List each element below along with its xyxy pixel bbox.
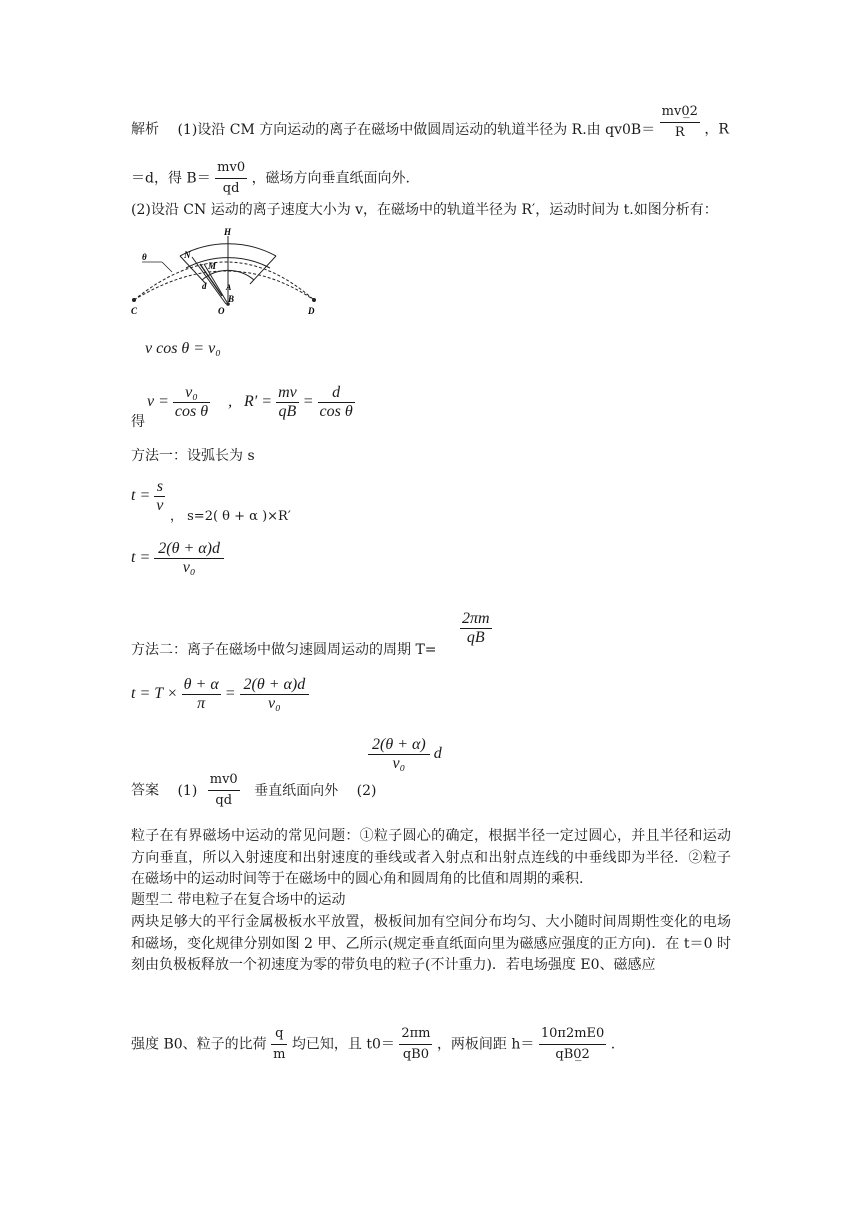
- method-one-label: 方法一：设弧长为 s: [131, 448, 255, 464]
- arc-length-formula: ， s=2( θ + α )×R′: [170, 509, 291, 524]
- eq3-num2: d: [332, 384, 341, 401]
- trajectory-cm: [134, 271, 314, 300]
- answer-frac-num: mv0: [208, 770, 240, 791]
- eq3-fraction-1: [276, 384, 299, 421]
- label-o: O: [218, 306, 225, 316]
- eq3-den2: cos θ: [319, 403, 353, 420]
- method-two-label: 方法二：离子在磁场中做匀速圆周运动的周期 T=: [131, 642, 437, 658]
- eq5-left: t =: [131, 549, 151, 567]
- equation-vcos: v cos θ = v₀: [145, 340, 221, 357]
- eq5-fraction: [154, 540, 224, 577]
- equation-r-prime: [244, 384, 355, 421]
- p2-frac-den: qd: [222, 181, 240, 196]
- eq4-den: v: [156, 497, 164, 514]
- eq2-comma: ,: [228, 393, 233, 411]
- label-c: C: [131, 306, 138, 316]
- eq6-den2: v₀: [240, 694, 310, 713]
- point-c: [132, 298, 136, 302]
- h-num: 10π2mE0: [539, 1024, 606, 1045]
- p1-frac-num: mv0̲2: [660, 102, 700, 123]
- qm-num: q: [271, 1024, 287, 1045]
- period-num: 2πm: [462, 610, 490, 627]
- problem-last-c: ，两板间距 h＝: [436, 1036, 535, 1053]
- eq3-num1: mv: [278, 384, 297, 401]
- problem-last-d: .: [610, 1036, 616, 1053]
- solution-p2-text: ＝d，得 B＝: [131, 170, 211, 187]
- t0-den: qB0: [402, 1047, 429, 1062]
- answer-frac-den: qd: [215, 793, 233, 808]
- solution-line-2: [131, 158, 410, 199]
- solution-p1-tail: ，R: [704, 121, 729, 138]
- equation-t-method2: [131, 676, 309, 713]
- eq3-eq: =: [302, 393, 314, 411]
- eq3-den1: qB: [276, 402, 299, 421]
- h-den: qB0̲2: [555, 1047, 590, 1062]
- answer-part1: (1): [177, 782, 198, 799]
- label-b: B: [228, 294, 235, 304]
- answer-part2: (2): [356, 782, 377, 799]
- problem-body: 两块足够大的平行金属极板水平放置，极板间加有空间分布均匀、大小随时间周期性变化的电场和磁场，变化规律分别如图 2 甲、乙所示(规定垂直纸面向里为磁感应强度的正方向)．在 t＝0 时刻由负极板释放一个初速度为零的带负电的粒子(不计重力)．若电场强度 E0、磁感应: [131, 914, 731, 973]
- eq6-den1: π: [182, 694, 221, 713]
- eq6-num2: 2(θ + α)d: [243, 676, 306, 693]
- label-theta: θ: [142, 252, 147, 262]
- eq6-left: t = T ×: [131, 685, 178, 703]
- answer-fraction: [208, 770, 240, 811]
- period-fraction: [460, 610, 492, 647]
- answer2-den: v₀: [368, 754, 430, 773]
- solution-p2-tail: ，磁场方向垂直纸面向外.: [251, 170, 411, 187]
- problem-last-line: [131, 1024, 615, 1065]
- answer2-num: 2(θ + α): [372, 736, 426, 753]
- eq2-den: cos θ: [174, 403, 209, 420]
- label-d-point: D: [308, 306, 315, 316]
- problem-last-a: 强度 B0、粒子的比荷: [131, 1036, 267, 1053]
- period-den: qB: [460, 628, 492, 647]
- label-h: H: [224, 227, 232, 237]
- qm-fraction: [271, 1024, 287, 1065]
- eq5-den: v₀: [154, 558, 224, 577]
- theta-pointer-diagonal: [162, 262, 172, 272]
- eq6-fraction-1: [182, 676, 221, 713]
- eq4-fraction: [154, 478, 165, 515]
- notes-paragraph: 粒子在有界磁场中运动的常见问题：①粒子圆心的确定，根据半径一定过圆心，并且半径和运动方向垂直，所以入射速度和出射速度的垂线或者入射点和出射点连线的中垂线即为半径．②粒子在磁场中的运动时间等于在磁场中的圆心角和圆周角的比值和周期的乘积.: [131, 828, 731, 887]
- eq6-num1: θ + α: [183, 676, 219, 693]
- solution-label: 解析: [131, 121, 159, 138]
- eq4-left: t =: [131, 487, 151, 505]
- qm-den: m: [273, 1047, 286, 1062]
- field-diagram: [128, 224, 328, 320]
- equation-t-s-over-v: [131, 478, 165, 515]
- p1-frac-den: R: [674, 125, 685, 140]
- point-d: [312, 298, 316, 302]
- answer-direction: 垂直纸面向外: [254, 782, 339, 799]
- label-a: A: [226, 283, 232, 292]
- p1-fraction: [660, 102, 700, 143]
- eq4-num: s: [156, 478, 163, 495]
- problem-heading: 题型二 带电粒子在复合场中的运动: [131, 892, 346, 908]
- trajectory-cn: [134, 262, 314, 300]
- answer2-fraction: [368, 736, 430, 773]
- p2-frac-num: mv0: [215, 158, 247, 179]
- solution-p1-text: (1)设沿 CM 方向运动的离子在磁场中做圆周运动的轨道半径为 R.由 qv0B＝: [177, 121, 656, 138]
- sector-left-edge: [180, 256, 206, 284]
- de-label: 得: [131, 414, 145, 430]
- equation-t-method1: [131, 540, 224, 577]
- h-fraction: [539, 1024, 606, 1065]
- period-frac-wrap: [460, 610, 492, 647]
- p2-fraction: [215, 158, 247, 199]
- eq6-eq: =: [224, 685, 236, 703]
- eq3-left: R′ =: [244, 393, 273, 411]
- equation-v: [147, 384, 232, 421]
- problem-last-b: 均已知，且 t0＝: [291, 1036, 395, 1053]
- eq5-num: 2(θ + α)d: [158, 540, 220, 557]
- eq6-fraction-2: [240, 676, 310, 713]
- answer-line: [131, 770, 376, 811]
- eq3-fraction-2: [318, 384, 355, 421]
- answer2-tail: d: [433, 745, 442, 763]
- label-d: d: [202, 281, 207, 291]
- eq2-fraction: [173, 384, 210, 421]
- sector-right-edge: [250, 256, 276, 284]
- label-m: M: [208, 261, 217, 271]
- solution-line-3: (2)设沿 CN 运动的离子速度大小为 v，在磁场中的轨道半径为 R′，运动时间为 t.如图分析有：: [131, 202, 718, 218]
- eq2-left: v =: [147, 393, 169, 411]
- t0-fraction: [399, 1024, 432, 1065]
- solution-line-1: [131, 104, 729, 143]
- answer-part2-expression: [368, 736, 442, 773]
- eq2-num: v₀: [185, 384, 198, 401]
- label-n: N: [184, 250, 191, 260]
- t0-num: 2πm: [399, 1024, 432, 1045]
- answer-label: 答案: [131, 782, 159, 799]
